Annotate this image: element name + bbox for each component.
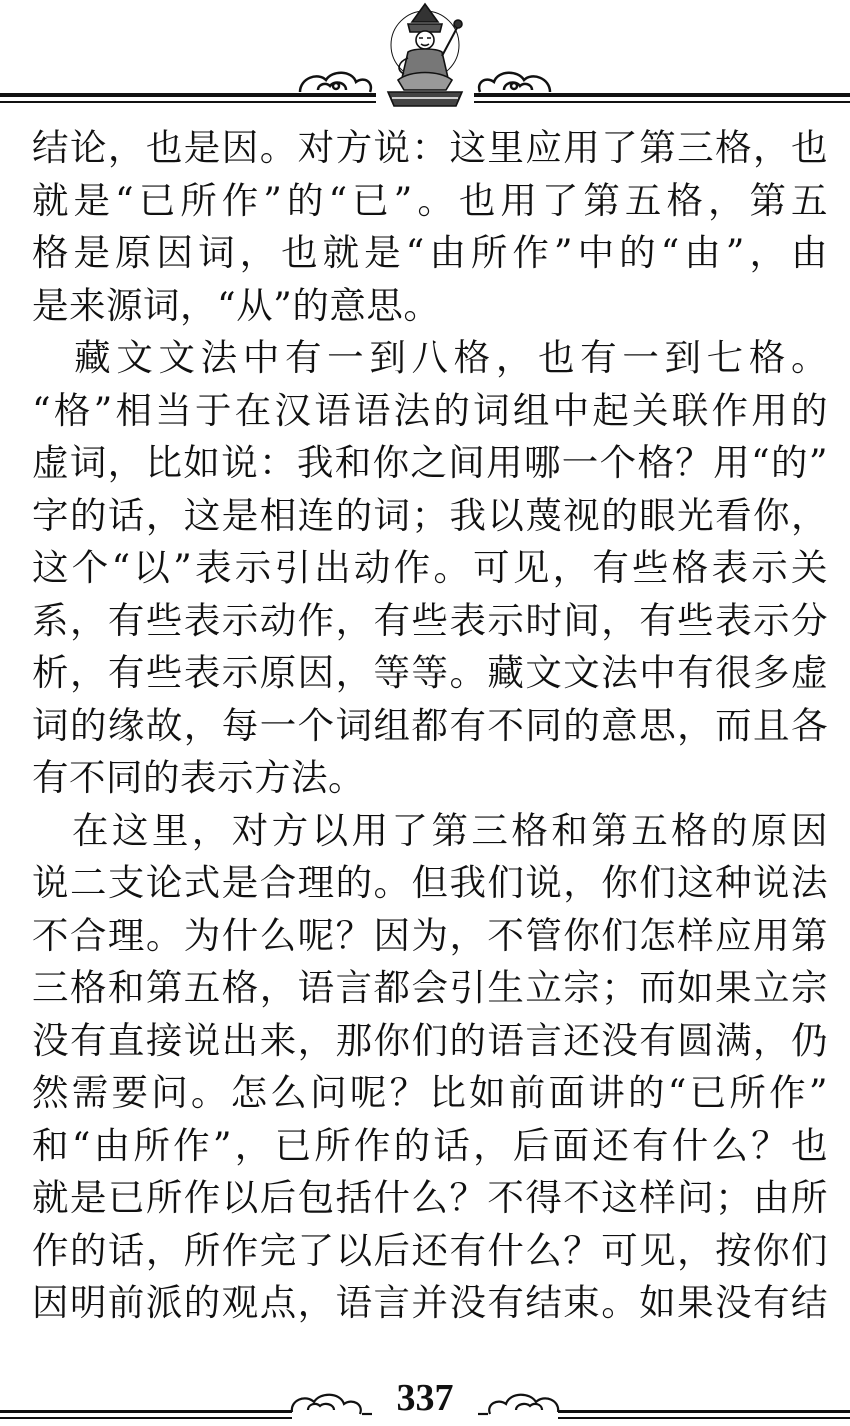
text-line: 有不同的表示方法。 <box>32 756 365 799</box>
cloud-scroll-footer-right-icon <box>478 1395 558 1414</box>
text-line: 词的缘故，每一个词组都有不同的意思，而且各 <box>32 703 828 747</box>
text-line: 没有直接说出来，那你们的语言还没有圆满，仍 <box>32 1018 828 1062</box>
text-line: 和“由所作”，已所作的话，后面还有什么？也 <box>32 1123 828 1167</box>
seated-deity-thangka-icon <box>388 4 462 106</box>
text-line: 不合理。为什么呢？因为，不管你们怎样应用第 <box>32 913 828 957</box>
text-line: 说二支论式是合理的。但我们说，你们这种说法 <box>32 861 828 904</box>
text-line: 因明前派的观点，语言并没有结束。如果没有结 <box>32 1281 828 1324</box>
text-line: 三格和第五格，语言都会引生立宗；而如果立宗 <box>32 966 828 1009</box>
cloud-scroll-footer-left-icon <box>292 1395 372 1414</box>
text-line: 然需要问。怎么问呢？比如前面讲的“已所作” <box>32 1071 828 1114</box>
text-line: 系，有些表示动作，有些表示时间，有些表示分 <box>32 598 828 642</box>
page-footer <box>0 1366 850 1426</box>
text-line: 析，有些表示原因，等等。藏文文法中有很多虚 <box>32 651 828 694</box>
text-line: 就是已所作以后包括什么？不得不这样问；由所 <box>32 1176 828 1219</box>
text-line: 结论，也是因。对方说：这里应用了第三格，也 <box>32 126 828 169</box>
text-line: 这个“以”表示引出动作。可见，有些格表示关 <box>32 546 828 589</box>
text-line: 藏文文法中有一到八格，也有一到七格。 <box>32 336 828 379</box>
text-line: 是来源词，“从”的意思。 <box>32 283 441 327</box>
text-line: 就是“已所作”的“已”。也用了第五格，第五 <box>32 178 828 222</box>
text-line: 虚词，比如说：我和你之间用哪一个格？用“的” <box>32 441 828 484</box>
cloud-scroll-left-icon <box>300 73 371 92</box>
cloud-scroll-right-icon <box>479 73 550 92</box>
text-line: 作的话，所作完了以后还有什么？可见，按你们 <box>32 1228 828 1272</box>
text-line: 字的话，这是相连的词；我以蔑视的眼光看你， <box>32 493 828 537</box>
header-ornament <box>0 0 850 120</box>
text-line: 在这里，对方以用了第三格和第五格的原因 <box>32 808 828 852</box>
text-line: 格是原因词，也就是“由所作”中的“由”，由 <box>32 231 828 274</box>
page-header <box>0 0 850 120</box>
text-line: “格”相当于在汉语语法的词组中起关联作用的 <box>32 388 828 432</box>
page-number: 337 <box>396 1377 454 1419</box>
body-text <box>32 122 828 1330</box>
